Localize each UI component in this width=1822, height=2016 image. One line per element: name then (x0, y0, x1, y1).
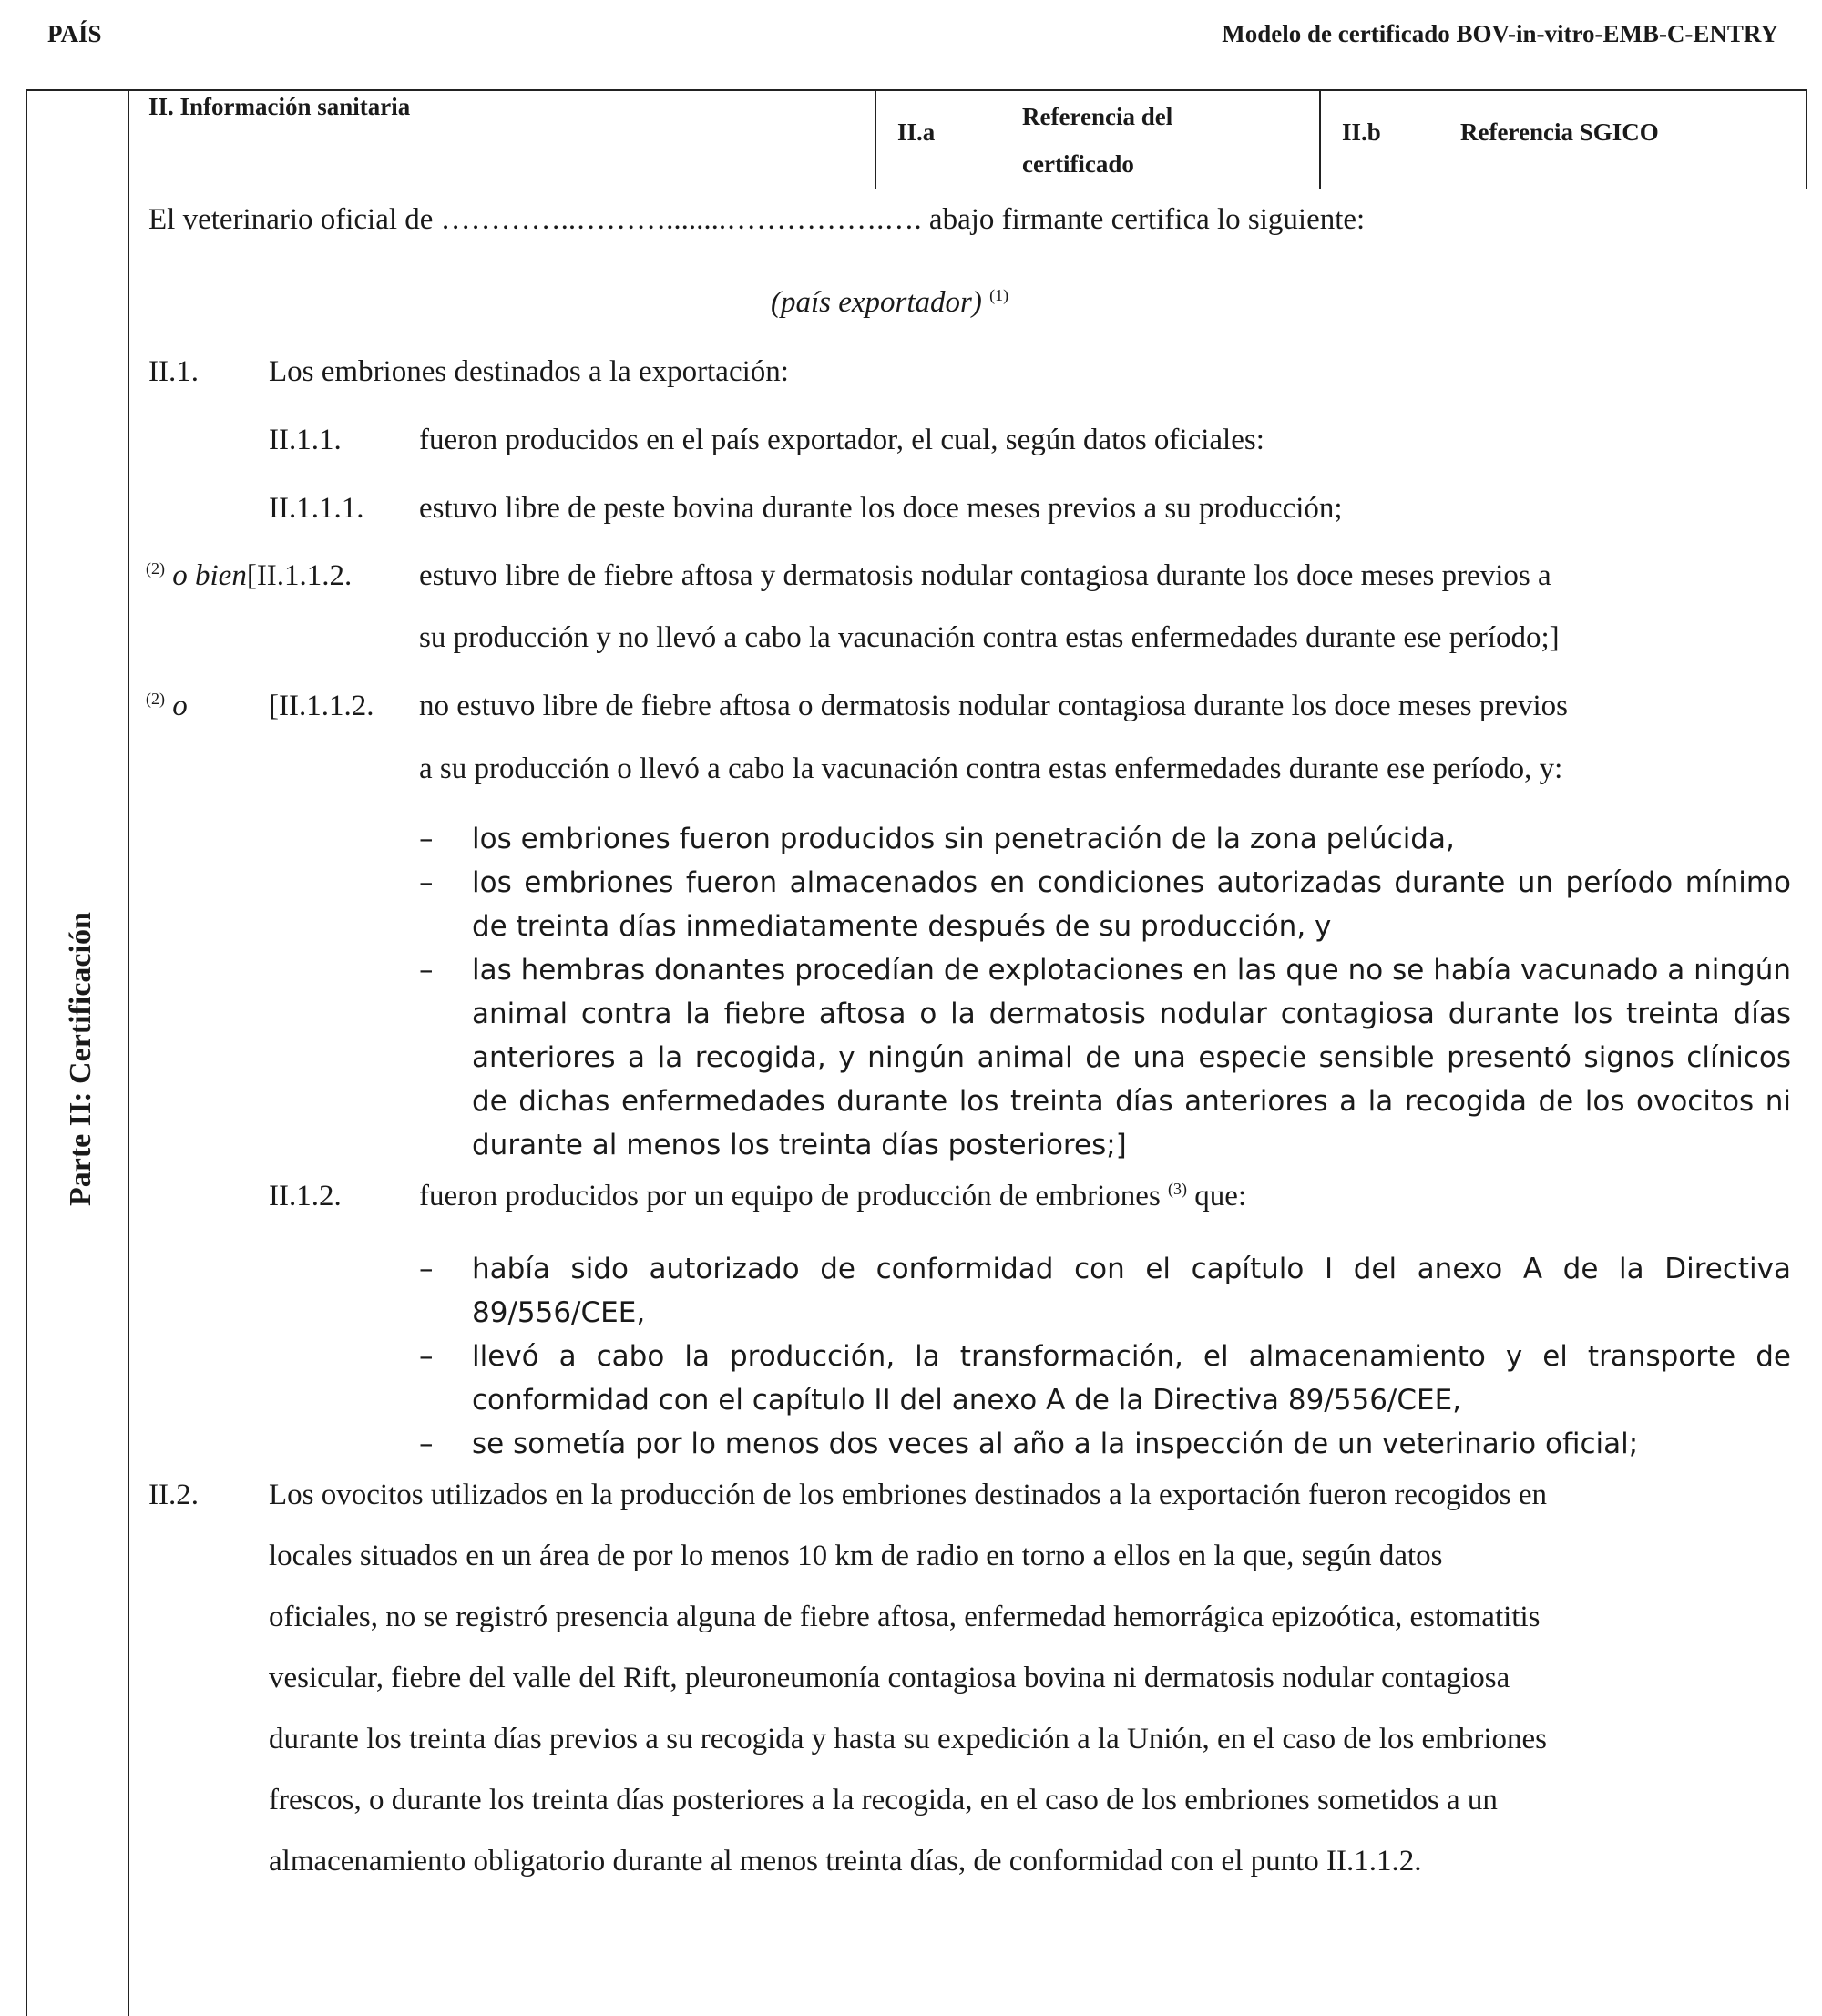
list-item: había sido autorizado de conformidad con el capítulo I del anexo A de la Directiva 89/556/CEE, (472, 1253, 1791, 1329)
bullet-dash: – (419, 954, 434, 987)
outer-right-border (1806, 89, 1807, 189)
bullet-dash: – (419, 1253, 434, 1285)
bullet-dash: – (419, 823, 434, 855)
section-text-tail: que: (1194, 1180, 1247, 1213)
inner-left-border (128, 89, 129, 2016)
header-cell-divider (1319, 89, 1321, 189)
bullet-dash: – (419, 866, 434, 899)
footnote-ref: (2) (146, 559, 165, 578)
paragraph-line: almacenamiento obligatorio durante al menos treinta días, de conformidad con el punto II.1.1.2. (269, 1845, 1422, 1878)
side-label-text: Parte II: Certificación (64, 912, 97, 1206)
paragraph-line: vesicular, fiebre del valle del Rift, pleuroneumonía contagiosa bovina ni dermatosis nodular contagiosa (269, 1662, 1510, 1694)
iia-code: II.a (897, 118, 936, 146)
list-item: los embriones fueron producidos sin penetración de la zona pelúcida, (472, 823, 1455, 855)
section-text: su producción y no llevó a cabo la vacunación contra estas enfermedades durante ese período;] (419, 621, 1560, 654)
list-item: llevó a cabo la producción, la transformación, el almacenamiento y el transporte de conformidad con el capítulo II del anexo A de la Directiva 89/556/CEE, (472, 1340, 1791, 1417)
alternative-marker (146, 558, 352, 594)
iib-code: II.b (1342, 118, 1381, 146)
table-top-border (26, 89, 1807, 91)
footnote-ref: (2) (146, 690, 165, 708)
section-number: [II.1.1.2. (246, 559, 353, 592)
certificate-model-header: Modelo de certificado BOV-in-vitro-EMB-C-ENTRY (1222, 20, 1778, 47)
paragraph-line: Los ovocitos utilizados en la producción de los embriones destinados a la exportación fueron recogidos en (269, 1479, 1548, 1511)
section-number: II.2. (148, 1479, 199, 1511)
alternative-prefix: o (172, 690, 188, 722)
paragraph-line: locales situados en un área de por lo menos 10 km de radio en torno a ellos en la que, según datos (269, 1540, 1443, 1572)
header-cell-divider (875, 89, 876, 189)
sgico-reference-label: Referencia SGICO (1460, 118, 1659, 146)
alternative-marker (146, 688, 188, 724)
footnote-ref: (1) (989, 286, 1009, 304)
country-header: PAÍS (47, 20, 102, 47)
section-text (419, 1178, 1246, 1214)
section-text: Los embriones destinados a la exportación: (269, 355, 789, 388)
section-text-main: fueron producidos por un equipo de producción de embriones (419, 1180, 1161, 1213)
intro-line: El veterinario oficial de …………..………........…………….…. abajo firmante certifica lo siguiente: (148, 203, 1366, 236)
section-text: fueron producidos en el país exportador, el cual, según datos oficiales: (419, 424, 1264, 456)
section-title: II. Información sanitaria (148, 93, 411, 120)
section-text: estuvo libre de peste bovina durante los doce meses previos a su producción; (419, 492, 1343, 525)
section-number: [II.1.1.2. (269, 690, 374, 722)
list-item: las hembras donantes procedían de explotaciones en las que no se había vacunado a ningún animal contra la fiebre aftosa o la dermatosis nodular contagiosa durante los treinta días anteriores a la recogida, y ningún animal de una especie sensible presentó signos clínicos de dichas enfermedades durante los treinta días anteriores a la recogida de los ovocitos ni durante al menos los treinta días posteriores;] (472, 954, 1791, 1162)
section-text: no estuvo libre de fiebre aftosa o dermatosis nodular contagiosa durante los doce meses previos (419, 690, 1568, 722)
outer-left-border (26, 89, 27, 2016)
bullet-dash: – (419, 1340, 434, 1373)
section-number: II.1. (148, 355, 199, 388)
paragraph-line: oficiales, no se registró presencia alguna de fiebre aftosa, enfermedad hemorrágica epizoótica, estomatitis (269, 1601, 1541, 1633)
list-item: se sometía por lo menos dos veces al año a la inspección de un veterinario oficial; (472, 1428, 1639, 1460)
paragraph-line: frescos, o durante los treinta días posteriores a la recogida, en el caso de los embriones sometidos a un (269, 1784, 1498, 1816)
country-note (771, 284, 1008, 321)
alternative-prefix: o bien (172, 559, 247, 592)
footnote-ref: (3) (1168, 1180, 1188, 1198)
section-text: estuvo libre de fiebre aftosa y dermatosis nodular contagiosa durante los doce meses previos a (419, 559, 1551, 592)
certificate-reference-label: Referencia del certificado (1022, 103, 1173, 178)
country-note-text: (país exportador) (771, 286, 982, 319)
section-text: a su producción o llevó a cabo la vacunación contra estas enfermedades durante ese período, y: (419, 752, 1563, 785)
paragraph-line: durante los treinta días previos a su recogida y hasta su expedición a la Unión, en el caso de los embriones (269, 1723, 1547, 1755)
section-number: II.1.1. (269, 424, 342, 456)
section-number: II.1.1.1. (269, 492, 364, 525)
list-item: los embriones fueron almacenados en condiciones autorizadas durante un período mínimo de treinta días inmediatamente después de su producción, y (472, 866, 1791, 943)
bullet-dash: – (419, 1428, 434, 1460)
section-number: II.1.2. (269, 1180, 342, 1213)
